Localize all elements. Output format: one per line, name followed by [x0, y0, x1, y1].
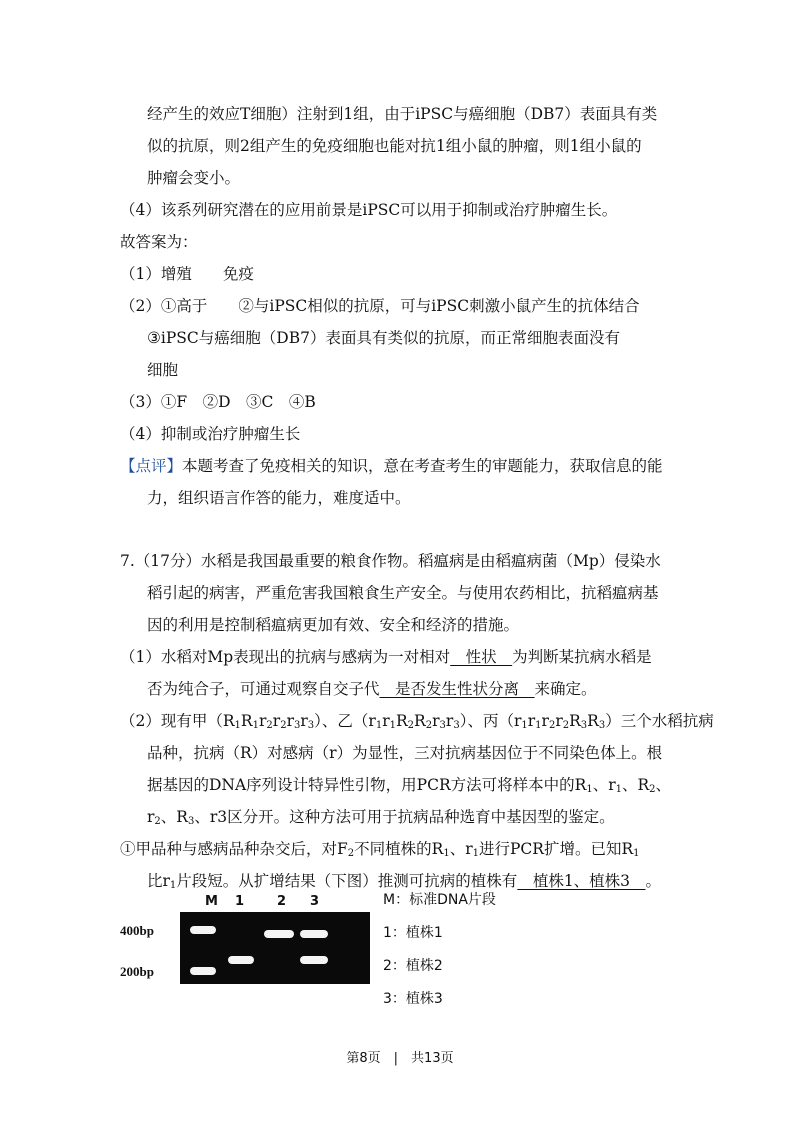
q7-2c-pre: 据基因的DNA序列设计特异性引物，用PCR方法可将样本中的R [147, 776, 587, 794]
comment-line [120, 455, 663, 477]
band-m-400 [190, 926, 216, 934]
q7-line-2: 稻引起的病害，严重危害我国粮食生产安全。与使用农药相比，抗稻瘟病基 [147, 584, 659, 602]
page-footer: 第8页 | 共13页 [346, 1051, 454, 1066]
q7-2-post: ）三个水稻抗病 [605, 712, 714, 730]
q7-2f-post: 。 [645, 872, 662, 890]
q7-2d-post: 、r3区分开。这种方法可用于抗病品种选育中基因型的鉴定。 [194, 808, 615, 826]
band-3-upper [300, 930, 328, 938]
legend-3: 3：植株3 [383, 991, 443, 1007]
q7-line-6: （2）现有甲$(R_1R_1r_2r_2r_3r_3)$、乙$(r_1r_1R_2R_2r_3r_3)$、丙$(r_1r_1r_2r_2R_3R_3)$三个水稻抗病 [120, 712, 714, 731]
line-7: （2）①高于 ②与iPSC相似的抗原，可与iPSC刺激小鼠产生的抗体结合 [120, 297, 640, 315]
gel-figure [120, 888, 380, 998]
size-label-400: 400bp [120, 923, 154, 938]
legend-2: 2：植株2 [383, 958, 443, 974]
q7-2c-post: 、 [655, 776, 672, 794]
q7-1b-post: 来确定。 [534, 680, 597, 698]
q7-line-11: 比$r_1$片段短。从扩增结果（下图）推测可抗病的植株有 植株1、植株3 。 [147, 872, 662, 891]
q7-2f-mid: 片段短。从扩增结果（下图）推测可抗病的植株有 [176, 872, 518, 890]
comment-text: 本题考查了免疫相关的知识，意在考查考生的审题能力，获取信息的能 [182, 457, 663, 475]
line-13: 力，组织语言作答的能力，难度适中。 [147, 489, 411, 507]
q7-2e-mid: 不同植株的R [354, 840, 444, 858]
line-1: 经产生的效应T细胞）注射到1组，由于iPSC与癌细胞（DB7）表面具有类 [147, 105, 658, 123]
lane-label-1: 1 [235, 894, 245, 909]
line-8: ③iPSC与癌细胞（DB7）表面具有类似的抗原，而正常细胞表面没有 [147, 329, 620, 347]
q7-line-9: $r_2$、$R_3$、r3区分开。这种方法可用于抗病品种选育中基因型的鉴定。 [147, 808, 615, 827]
gel-image [180, 912, 370, 984]
line-5: 故答案为： [120, 233, 198, 251]
size-label-200: 200bp [120, 964, 154, 979]
legend-1: 1：植株1 [383, 925, 443, 941]
q7-1-post: 为判断某抗病水稻是 [512, 648, 652, 666]
q7-line-7: 品种，抗病（R）对感病（r）为显性，三对抗病基因位于不同染色体上。根 [147, 744, 663, 762]
line-2: 似的抗原，则2组产生的免疫细胞也能对抗1组小鼠的肿瘤，则1组小鼠的 [147, 137, 642, 155]
q7-2-pre: （2）现有甲（R [120, 712, 235, 730]
q7-2-mid2: ）、丙（r [459, 712, 522, 730]
q7-line-1: 7.（17分）水稻是我国最重要的粮食作物。稻瘟病是由稻瘟病菌（Mp）侵染水 [120, 552, 661, 570]
lane-label-3: 3 [310, 894, 320, 909]
band-1-lower [228, 956, 254, 964]
answer-blank-1: 性状 [450, 648, 513, 666]
q7-2f-pre: 比r [147, 872, 170, 890]
q7-line-3: 因的利用是控制稻瘟病更加有效、安全和经济的措施。 [147, 616, 520, 634]
band-m-200 [190, 967, 216, 975]
legend-m: M：标准DNA片段 [383, 892, 496, 908]
band-3-lower [300, 956, 328, 964]
comment-tag: 【点评】 [120, 457, 183, 475]
line-9: 细胞 [147, 361, 179, 379]
q7-line-4 [120, 646, 652, 668]
q7-1-pre: （1）水稻对Mp表现出的抗病与感病为一对相对 [120, 648, 451, 666]
q7-line-5 [147, 678, 597, 700]
line-3: 肿瘤会变小。 [147, 169, 241, 187]
lane-label-m: M [205, 894, 218, 909]
lane-label-2: 2 [277, 894, 287, 909]
line-10: （3）①F ②D ③C ④B [120, 393, 316, 411]
line-4: （4）该系列研究潜在的应用前景是iPSC可以用于抑制或治疗肿瘤生长。 [120, 201, 618, 219]
q7-line-8: 据基因的DNA序列设计特异性引物，用PCR方法可将样本中的$R_1$、$r_1$、$R_2$、 [147, 776, 672, 795]
answer-blank-3: 植株1、植株3 [517, 872, 646, 890]
line-6: （1）增殖 免疫 [120, 265, 254, 283]
q7-line-10: ①甲品种与感病品种杂交后，对$F_2$不同植株的$R_1$、$r_1$进行PCR扩增。已知$R_1$ [120, 840, 640, 859]
q7-1b-pre: 否为纯合子，可通过观察自交子代 [147, 680, 380, 698]
band-2-upper [264, 930, 294, 938]
line-11: （4）抑制或治疗肿瘤生长 [120, 425, 301, 443]
q7-2e-pre: ①甲品种与感病品种杂交后，对F [120, 840, 348, 858]
q7-2e-post: 进行PCR扩增。已知R [478, 840, 634, 858]
answer-blank-2: 是否发生性状分离 [379, 680, 535, 698]
q7-2-mid1: ）、乙（r [314, 712, 376, 730]
